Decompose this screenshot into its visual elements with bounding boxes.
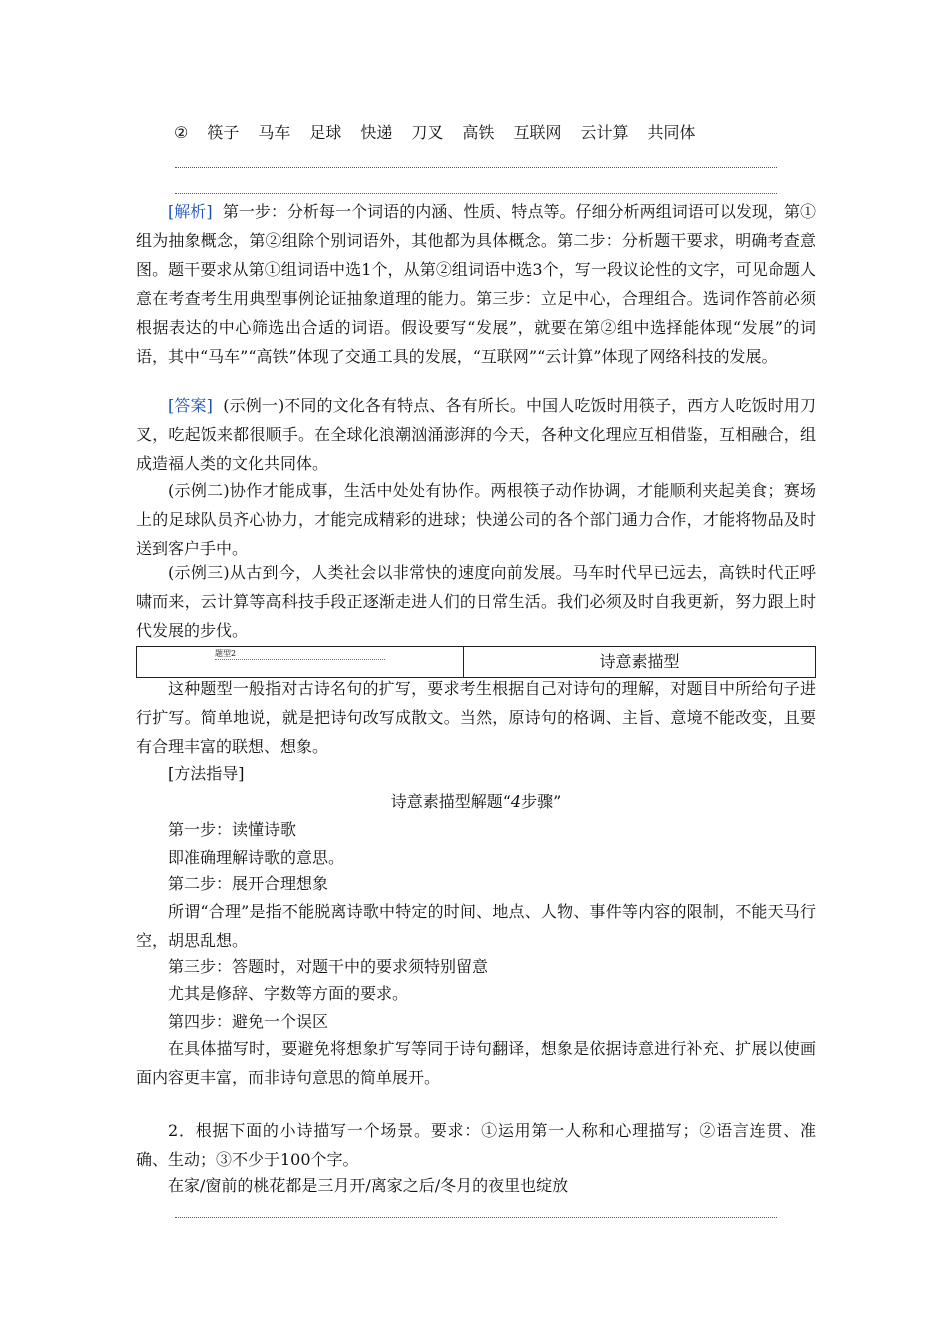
- analysis-tag: [解析]: [168, 202, 213, 221]
- question-2-poem: 在家/窗前的桃花都是三月开/离家之后/冬月的夜里也绽放: [168, 1176, 569, 1195]
- word-item: 高铁: [462, 123, 495, 142]
- section-small-label: 题型2: [215, 649, 237, 658]
- answer-example-1: (示例一)不同的文化各有特点、各有所长。中国人吃饭时用筷子，西方人吃饭时用刀叉，吃起饭来都很顺手。在全球化浪潮汹涌澎湃的今天，各种文化理应互相借鉴，互相融合，组成造福人类的文化共同体。: [136, 396, 816, 473]
- word-list-label: ②: [174, 123, 189, 142]
- answer-example-3: (示例三)从古到今，人类社会以非常快的速度向前发展。马车时代早已远去，高铁时代正呼啸而来，云计算等高科技手段正逐渐走进人们的日常生活。我们必须及时自我更新，努力跟上时代发展的步伐。: [136, 563, 816, 640]
- analysis-text: 第一步：分析每一个词语的内涵、性质、特点等。仔细分析两组词语可以发现，第①组为抽象概念，第②组除个别词语外，其他都为具体概念。第二步：分析题干要求，明确考查意图。题干要求从第①组词语中选1个，从第②组词语中选3个，写一段议论性的文字，可见命题人意在考查考生用典型事例论证抽象道理的能力。第三步：立足中心，合理组合。选词作答前必须根据表达的中心筛选出合适的词语。假设要写“发展”，就要在第②组中选择能体现“发展”的词语，其中“马车”“高铁”体现了交通工具的发展，“互联网”“云计算”体现了网络科技的发展。: [136, 202, 816, 366]
- word-item: 马车: [258, 123, 291, 142]
- step-3-title: 第三步：答题时，对题干中的要求须特别留意: [168, 957, 489, 976]
- word-item: 筷子: [207, 123, 240, 142]
- section-small-rule: [215, 659, 385, 660]
- method-title: [136, 787, 816, 816]
- step-1-body: 即准确理解诗歌的意思。: [168, 848, 345, 867]
- word-item: 互联网: [513, 123, 562, 142]
- section-header-left-cell: [137, 647, 464, 677]
- word-item: 快递: [360, 123, 393, 142]
- method-title-pre: 诗意素描型解题“: [390, 792, 511, 811]
- step-1-title: 第一步：读懂诗歌: [168, 820, 297, 839]
- question-2-prompt: 2．根据下面的小诗描写一个场景。要求：①运用第一人称和心理描写；②语言连贯、准确、生动；③不少于100个字。: [136, 1121, 816, 1169]
- method-title-post: 步骤”: [521, 792, 562, 811]
- word-item: 足球: [309, 123, 342, 142]
- step-4-title: 第四步：避免一个误区: [168, 1012, 329, 1031]
- step-3-body: 尤其是修辞、字数等方面的要求。: [168, 984, 409, 1003]
- method-title-num: 4: [510, 792, 522, 811]
- word-list: [174, 118, 714, 147]
- answer-line: [175, 1217, 777, 1218]
- step-2-body: 所谓“合理”是指不能脱离诗歌中特定的时间、地点、人物、事件等内容的限制，不能天马行空，胡思乱想。: [136, 902, 816, 950]
- intro-paragraph: 这种题型一般指对古诗名句的扩写，要求考生根据自己对诗句的理解，对题目中所给句子进行扩写。简单地说，就是把诗句改写成散文。当然，原诗句的格调、主旨、意境不能改变，且要有合理丰富的联想、想象。: [136, 679, 816, 756]
- answer-paragraph: [136, 391, 816, 478]
- answer-tag: [答案]: [168, 396, 213, 415]
- analysis-paragraph: [136, 197, 816, 371]
- word-item: 云计算: [580, 123, 629, 142]
- answer-example-2: (示例二)协作才能成事，生活中处处有协作。两根筷子动作协调，才能顺利夹起美食；赛场上的足球队员齐心协力，才能完成精彩的进球；快递公司的各个部门通力合作，才能将物品及时送到客户手中。: [136, 481, 816, 558]
- word-item: 刀叉: [411, 123, 444, 142]
- answer-line: [175, 193, 777, 194]
- step-4-body: 在具体描写时，要避免将想象扩写等同于诗句翻译，想象是依据诗意进行补充、扩展以使画面内容更丰富，而非诗句意思的简单展开。: [136, 1039, 816, 1087]
- answer-line: [175, 167, 777, 168]
- word-item: 共同体: [647, 123, 696, 142]
- method-label: [方法指导]: [168, 764, 245, 783]
- step-2-title: 第二步：展开合理想象: [168, 874, 329, 893]
- section-title: 诗意素描型: [599, 652, 680, 671]
